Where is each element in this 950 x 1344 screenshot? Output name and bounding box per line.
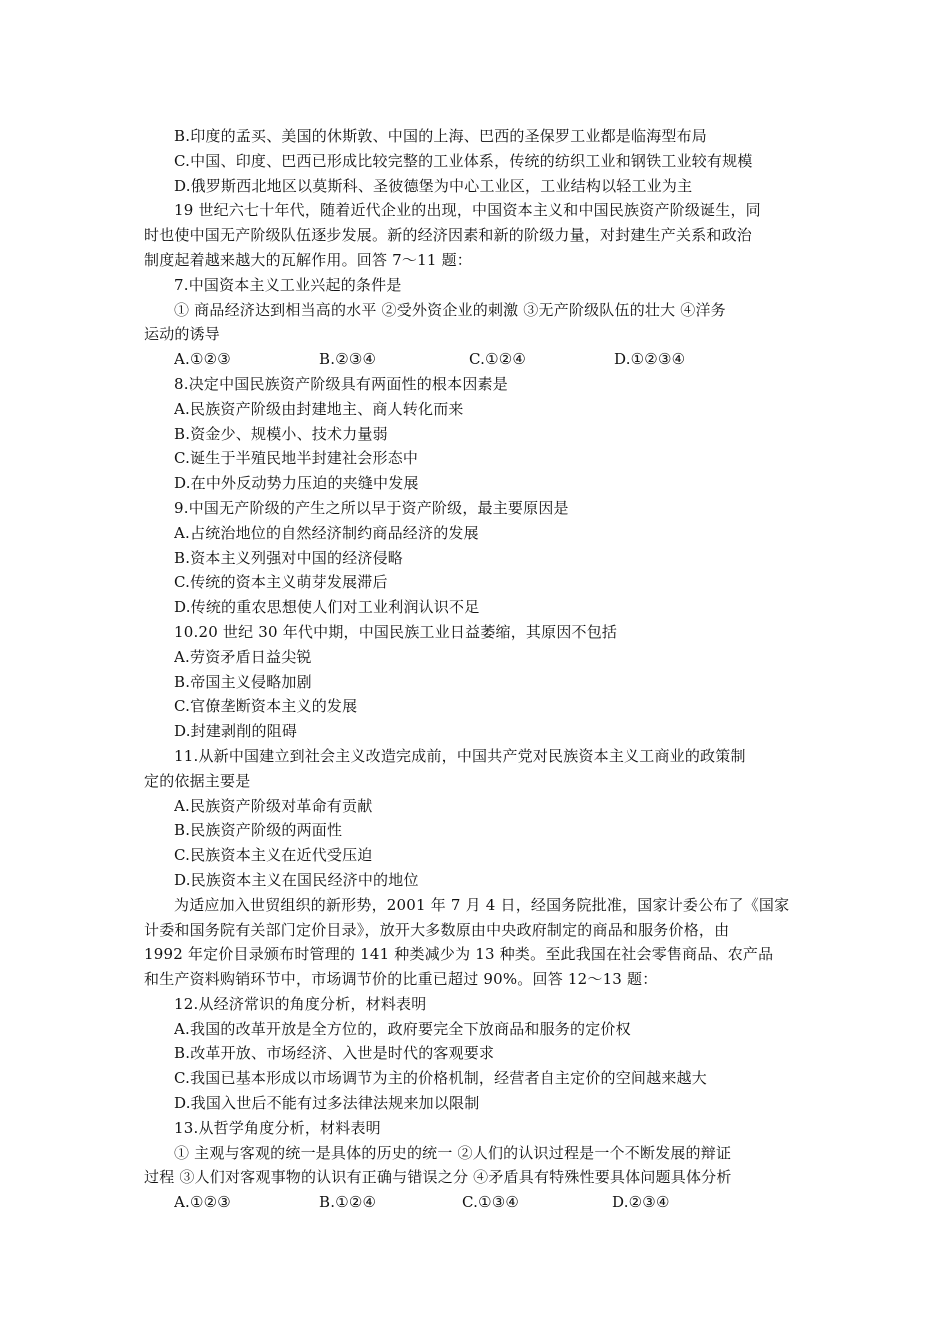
options-row-q7 bbox=[174, 347, 806, 372]
option-line: A.民族资产阶级对革命有贡献 bbox=[174, 796, 373, 815]
option-c: C.①②④ bbox=[469, 350, 527, 369]
option-line: C.官僚垄断资本主义的发展 bbox=[174, 697, 358, 716]
option-line: B.资本主义列强对中国的经济侵略 bbox=[174, 548, 403, 567]
question-stem: 12.从经济常识的角度分析，材料表明 bbox=[174, 994, 427, 1013]
option-a: A.①②③ bbox=[174, 1193, 231, 1212]
option-line: D.在中外反动势力压迫的夹缝中发展 bbox=[174, 474, 419, 493]
option-line: C.诞生于半殖民地半封建社会形态中 bbox=[174, 449, 419, 468]
question-stem: 定的依据主要是 bbox=[144, 771, 251, 790]
option-line: B.改革开放、市场经济、入世是时代的客观要求 bbox=[174, 1044, 495, 1063]
option-d: D.②③④ bbox=[612, 1193, 670, 1212]
option-line: D.封建剥削的阻碍 bbox=[174, 722, 298, 741]
passage-line: 和生产资料购销环节中，市场调节价的比重已超过 90%。回答 12～13 题： bbox=[144, 970, 658, 989]
option-line: C.传统的资本主义萌芽发展滞后 bbox=[174, 573, 388, 592]
statement-line: ① 商品经济达到相当高的水平 ②受外资企业的刺激 ③无产阶级队伍的壮大 ④洋务 bbox=[174, 300, 726, 319]
passage-line: 19 世纪六七十年代，随着近代企业的出现，中国资本主义和中国民族资产阶级诞生，同 bbox=[174, 201, 761, 220]
option-line: A.占统治地位的自然经济制约商品经济的发展 bbox=[174, 523, 479, 542]
question-stem: 13.从哲学角度分析，材料表明 bbox=[174, 1118, 381, 1137]
option-c: C.①③④ bbox=[462, 1193, 520, 1212]
option-line: A.民族资产阶级由封建地主、商人转化而来 bbox=[174, 399, 464, 418]
passage-line: 1992 年定价目录颁布时管理的 141 种类减少为 13 种类。至此我国在社会零售商品、农产品 bbox=[144, 945, 774, 964]
option-b: B.①②④ bbox=[319, 1193, 377, 1212]
question-stem: 10.20 世纪 30 年代中期，中国民族工业日益萎缩，其原因不包括 bbox=[174, 622, 618, 641]
question-stem: 7.中国资本主义工业兴起的条件是 bbox=[174, 275, 402, 294]
option-line: D.我国入世后不能有过多法律法规来加以限制 bbox=[174, 1094, 480, 1113]
question-stem: 8.决定中国民族资产阶级具有两面性的根本因素是 bbox=[174, 374, 508, 393]
statement-line: ① 主观与客观的统一是具体的历史的统一 ②人们的认识过程是一个不断发展的辩证 bbox=[174, 1143, 732, 1162]
statement-line: 过程 ③人们对客观事物的认识有正确与错误之分 ④矛盾具有特殊性要具体问题具体分析 bbox=[144, 1168, 732, 1187]
option-line: C.中国、印度、巴西已形成比较完整的工业体系，传统的纺织工业和钢铁工业较有规模 bbox=[174, 151, 753, 170]
passage-line: 制度起着越来越大的瓦解作用。回答 7～11 题： bbox=[144, 250, 472, 269]
option-line: D.俄罗斯西北地区以莫斯科、圣彼德堡为中心工业区，工业结构以轻工业为主 bbox=[174, 176, 693, 195]
option-a: A.①②③ bbox=[174, 350, 231, 369]
question-stem: 11.从新中国建立到社会主义改造完成前，中国共产党对民族资本主义工商业的政策制 bbox=[174, 746, 746, 765]
option-d: D.①②③④ bbox=[614, 350, 686, 369]
option-line: C.我国已基本形成以市场调节为主的价格机制，经营者自主定价的空间越来越大 bbox=[174, 1069, 707, 1088]
option-line: B.民族资产阶级的两面性 bbox=[174, 821, 343, 840]
statement-line: 运动的诱导 bbox=[144, 325, 221, 344]
question-stem: 9.中国无产阶级的产生之所以早于资产阶级，最主要原因是 bbox=[174, 498, 569, 517]
option-line: B.印度的孟买、美国的休斯敦、中国的上海、巴西的圣保罗工业都是临海型布局 bbox=[174, 127, 707, 145]
passage-line: 为适应加入世贸组织的新形势，2001 年 7 月 4 日，经国务院批准，国家计委公布了《国家 bbox=[174, 895, 790, 914]
option-line: A.劳资矛盾日益尖锐 bbox=[174, 647, 312, 666]
option-line: D.传统的重农思想使人们对工业利润认识不足 bbox=[174, 598, 480, 617]
passage-line: 计委和国务院有关部门定价目录》，放开大多数原由中央政府制定的商品和服务价格，由 bbox=[144, 920, 730, 939]
option-b: B.②③④ bbox=[319, 350, 377, 369]
option-line: C.民族资本主义在近代受压迫 bbox=[174, 846, 373, 865]
options-row-q13 bbox=[174, 1190, 806, 1215]
exam-content bbox=[144, 124, 806, 1215]
option-line: D.民族资本主义在国民经济中的地位 bbox=[174, 870, 419, 889]
passage-line: 时也使中国无产阶级队伍逐步发展。新的经济因素和新的阶级力量，对封建生产关系和政治 bbox=[144, 226, 753, 245]
option-line: B.帝国主义侵略加剧 bbox=[174, 672, 312, 691]
option-line: A.我国的改革开放是全方位的，政府要完全下放商品和服务的定价权 bbox=[174, 1019, 631, 1038]
option-line: B.资金少、规模小、技术力量弱 bbox=[174, 424, 388, 443]
